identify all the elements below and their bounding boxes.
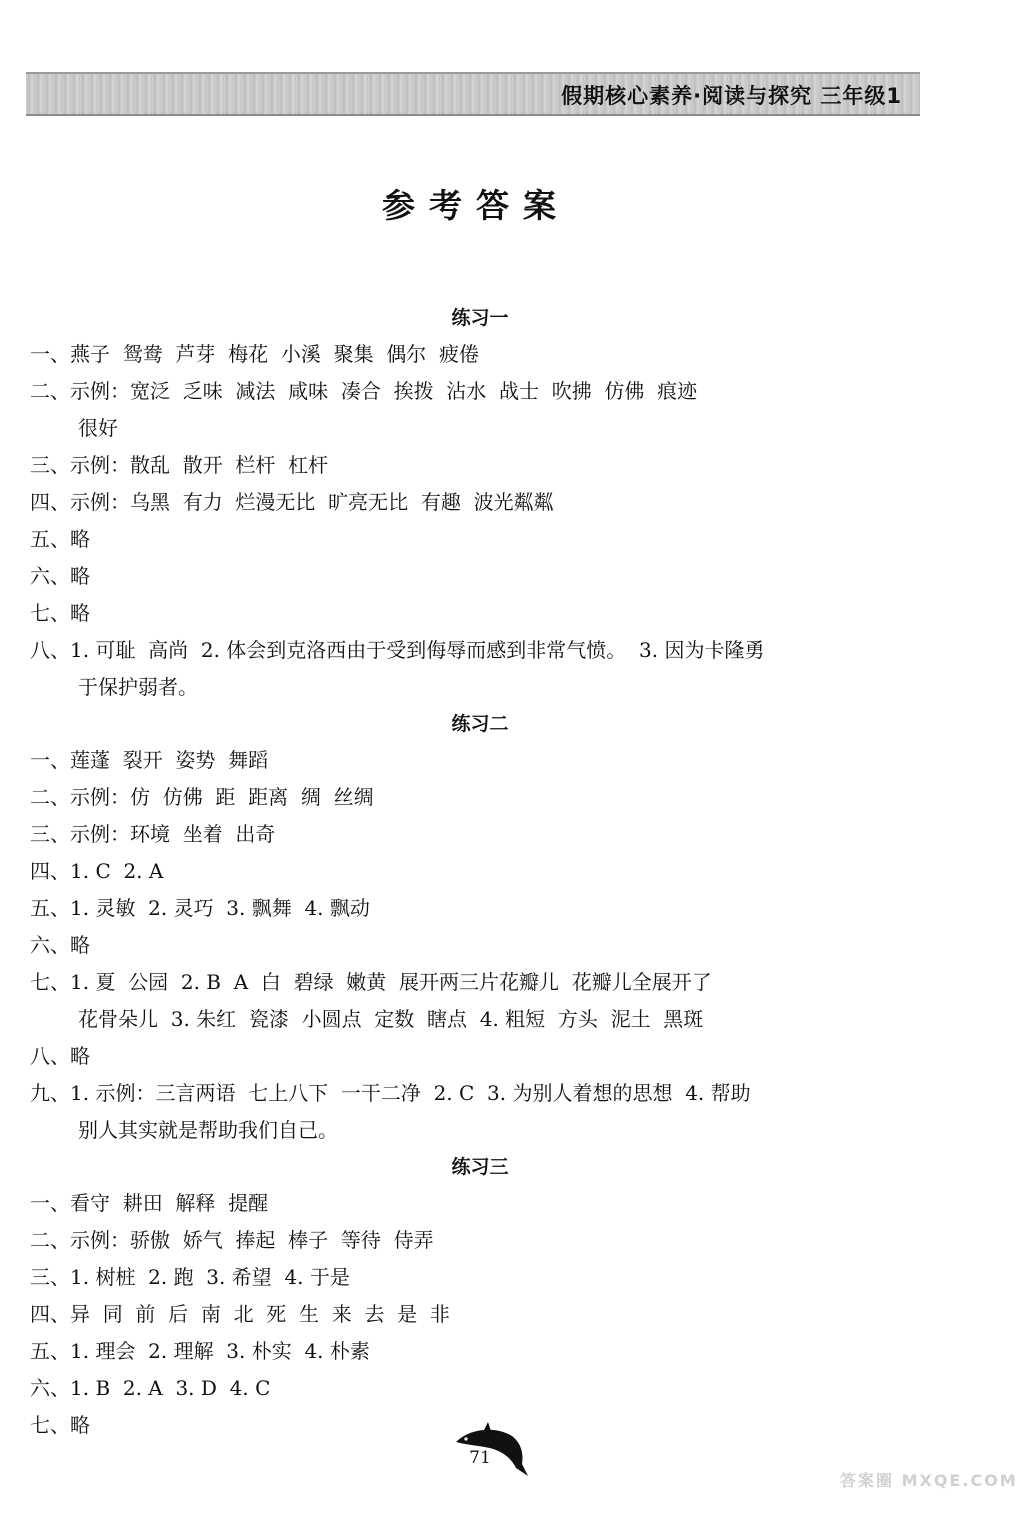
answer-line: 二、示例：宽泛 乏味 减法 咸味 凑合 挨拨 沾水 战士 吹拂 仿佛 痕迹 <box>30 379 698 403</box>
section-title: 练习三 <box>451 1156 509 1178</box>
answer-line: 七、略 <box>30 601 90 625</box>
watermark: 答案圈 MXQE.COM <box>840 1471 1018 1490</box>
answer-line: 花骨朵儿 3. 朱红 瓷漆 小圆点 定数 瞎点 4. 粗短 方头 泥土 黑斑 <box>78 1007 704 1031</box>
answer-line: 别人其实就是帮助我们自己。 <box>78 1118 338 1142</box>
section-title: 练习二 <box>451 713 509 735</box>
answer-line: 六、略 <box>30 933 90 957</box>
answer-line: 一、燕子 鸳鸯 芦芽 梅花 小溪 聚集 偶尔 疲倦 <box>30 342 480 366</box>
answer-line: 二、示例：骄傲 娇气 捧起 棒子 等待 侍弄 <box>30 1228 434 1252</box>
answer-line: 二、示例：仿 仿佛 距 距离 绸 丝绸 <box>30 785 374 809</box>
answer-line: 八、略 <box>30 1044 90 1068</box>
answer-content <box>30 300 930 1444</box>
answer-line: 七、略 <box>30 1413 90 1437</box>
answer-line: 四、异 同 前 后 南 北 死 生 来 去 是 非 <box>30 1302 450 1326</box>
answer-line: 三、1. 树桩 2. 跑 3. 希望 4. 于是 <box>30 1265 350 1289</box>
header-bar <box>26 72 920 116</box>
answer-line: 一、看守 耕田 解释 提醒 <box>30 1191 269 1215</box>
answer-line: 五、1. 理会 2. 理解 3. 朴实 4. 朴素 <box>30 1339 370 1363</box>
answer-line: 于保护弱者。 <box>78 675 198 699</box>
answer-line: 六、1. B 2. A 3. D 4. C <box>30 1376 271 1400</box>
answer-line: 四、示例：乌黑 有力 烂漫无比 旷亮无比 有趣 波光粼粼 <box>30 490 554 514</box>
page-number: 71 <box>469 1448 491 1468</box>
section-title: 练习一 <box>451 307 509 329</box>
answer-line: 一、莲蓬 裂开 姿势 舞蹈 <box>30 748 269 772</box>
answer-line: 五、1. 灵敏 2. 灵巧 3. 飘舞 4. 飘动 <box>30 896 370 920</box>
answer-line: 四、1. C 2. A <box>30 859 164 883</box>
answer-line: 七、1. 夏 公园 2. B A 白 碧绿 嫩黄 展开两三片花瓣儿 花瓣儿全展开了 <box>30 970 712 994</box>
answer-line: 九、1. 示例：三言两语 七上八下 一干二净 2. C 3. 为别人着想的思想 4. 帮助 <box>30 1081 751 1105</box>
header-title: 假期核心素养·阅读与探究 三年级1 <box>561 84 902 108</box>
answer-line: 三、示例：环境 坐着 出奇 <box>30 822 276 846</box>
answer-line: 八、1. 可耻 高尚 2. 体会到克洛西由于受到侮辱而感到非常气愤。 3. 因为卡隆勇 <box>30 638 765 662</box>
page-title: 参考答案 <box>382 186 570 225</box>
answer-line: 五、略 <box>30 527 90 551</box>
answer-line: 六、略 <box>30 564 90 588</box>
answer-line: 很好 <box>78 416 118 440</box>
answer-line: 三、示例：散乱 散开 栏杆 杠杆 <box>30 453 329 477</box>
